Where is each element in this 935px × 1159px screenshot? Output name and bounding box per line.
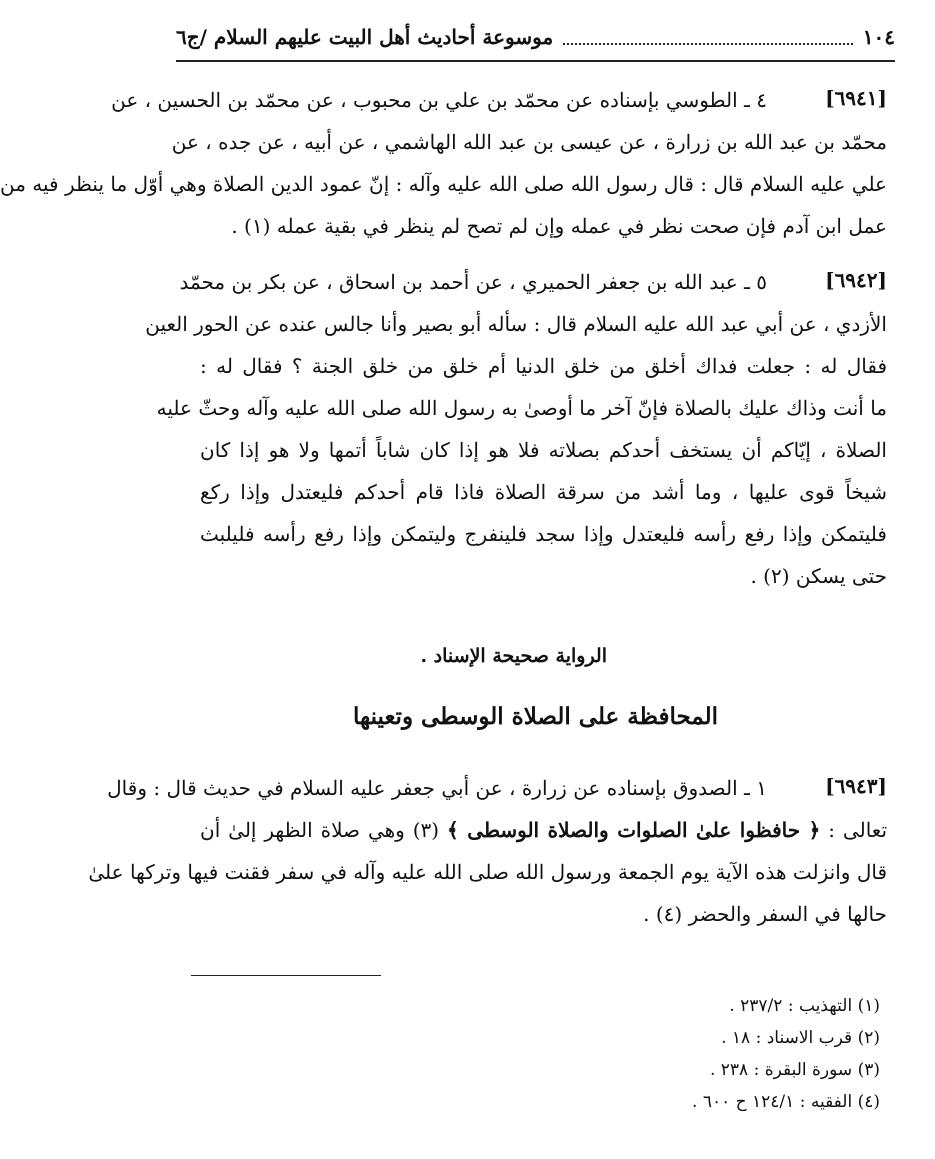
hadith-line: الأزدي ، عن أبي عبد الله عليه السلام قال : سأله أبو بصير وأنا جالس عنده عن الحور العين	[145, 312, 887, 336]
hadith-line: فليتمكن وإذا رفع رأسه فليعتدل وإذا سجد فلينفرج وليتمكن وإذا رفع رأسه فليلبث	[200, 522, 887, 546]
hadith-number: [٦٩٤٣]	[825, 774, 887, 798]
hadith-line: ٥ ـ عبد الله بن جعفر الحميري ، عن أحمد بن اسحاق ، عن بكر بن محمّد	[179, 270, 767, 294]
footnote: (٣) سورة البقرة : ٢٣٨ .	[709, 1060, 880, 1080]
running-header	[176, 22, 895, 52]
quran-verse: ﴿ حافظوا علىٰ الصلوات والصلاة الوسطى ﴾	[447, 818, 821, 842]
hadith-number: [٦٩٤١]	[825, 86, 887, 110]
hadith-number: [٦٩٤٢]	[825, 268, 887, 292]
footnote: (٢) قرب الاسناد : ١٨ .	[721, 1028, 880, 1048]
hadith-line: الصلاة ، إيّاكم أن يستخف أحدكم بصلاته فلا هو إذا كان شاباً أتمها ولا هو إذا كان	[200, 438, 887, 462]
isnad-verdict: الرواية صحيحة الإسناد .	[420, 645, 607, 667]
hadith-line: شيخاً قوى عليها ، وما أشد من سرقة الصلاة فاذا قام أحدكم فليعتدل وإذا ركع	[200, 480, 887, 504]
hadith-line: ٤ ـ الطوسي بإسناده عن محمّد بن علي بن محبوب ، عن محمّد بن الحسين ، عن	[111, 88, 767, 112]
footnotes	[436, 990, 880, 1118]
hadith-line: محمّد بن عبد الله بن زرارة ، عن عيسى بن عبد الله الهاشمي ، عن أبيه ، عن جده ، عن	[171, 130, 887, 154]
footnote: (١) التهذيب : ٢٣٧/٢ .	[729, 996, 880, 1016]
text-fragment: تعالى :	[828, 818, 888, 842]
header-leader-dots	[563, 29, 853, 45]
hadith-line: حالها في السفر والحضر (٤) .	[643, 902, 887, 926]
text-fragment: (٣) وهي صلاة الظهر إلىٰ أن	[200, 818, 440, 842]
hadith-line: حتى يسكن (٢) .	[750, 564, 887, 588]
section-heading: المحافظة على الصلاة الوسطى وتعينها	[352, 703, 719, 730]
hadith-line-quran	[200, 810, 887, 850]
hadith-line: علي عليه السلام قال : قال رسول الله صلى الله عليه وآله : إنّ عمود الدين الصلاة وهي أوّل ما ينظر فيه من	[0, 172, 887, 196]
page-number: ١٠٤	[862, 25, 895, 49]
hadith-line: قال وانزلت هذه الآية يوم الجمعة ورسول الله صلى الله عليه وآله في سفر فقنت فيها وتركها علىٰ	[88, 860, 887, 884]
footnote-rule	[191, 975, 381, 976]
hadith-line: ما أنت وذاك عليك بالصلاة فإنّ آخر ما أوصىٰ به رسول الله صلى الله عليه وآله وحثّ عليه	[156, 396, 887, 420]
hadith-line: ١ ـ الصدوق بإسناده عن زرارة ، عن أبي جعفر عليه السلام في حديث قال : وقال	[107, 776, 767, 800]
header-title: موسوعة أحاديث أهل البيت عليهم السلام /ج٦	[176, 25, 554, 49]
hadith-line: فقال له : جعلت فداك أخلق من خلق الدنيا أم خلق من خلق الجنة ؟ فقال له :	[200, 354, 887, 378]
header-rule	[176, 60, 895, 62]
hadith-line: عمل ابن آدم فإن صحت نظر في عمله وإن لم تصح لم ينظر في بقية عمله (١) .	[231, 214, 887, 238]
footnote: (٤) الفقيه : ١٢٤/١ ح ٦٠٠ .	[692, 1092, 880, 1112]
